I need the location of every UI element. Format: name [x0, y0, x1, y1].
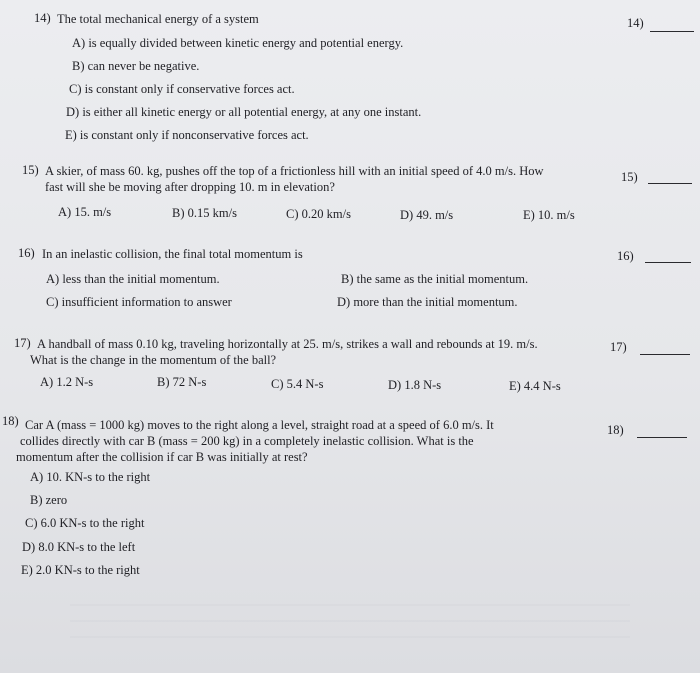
answer-blank[interactable]: [637, 437, 687, 438]
answer-label: 18): [607, 423, 624, 437]
answer-label: 16): [617, 249, 634, 263]
answer-blank[interactable]: [640, 354, 690, 355]
answer-label: 15): [621, 170, 638, 184]
choice-a: A) 10. KN-s to the right: [30, 470, 151, 484]
choice-c: C) insufficient information to answer: [46, 295, 232, 309]
question-stem-line: A handball of mass 0.10 kg, traveling horizontally at 25. m/s, strikes a wall and rebounds at 19. m/s.: [37, 337, 538, 351]
question-number: 14): [34, 11, 51, 25]
choice-c: C) 5.4 N-s: [271, 377, 324, 391]
question-stem-line: A skier, of mass 60. kg, pushes off the top of a frictionless hill with an initial speed of 4.0 m/s. How: [45, 164, 544, 178]
choice-d: D) more than the initial momentum.: [337, 295, 518, 309]
choice-b: B) can never be negative.: [72, 59, 200, 73]
question-stem-line: momentum after the collision if car B was initially at rest?: [16, 450, 308, 464]
question-stem-line: Car A (mass = 1000 kg) moves to the right along a level, straight road at a speed of 6.0 m/s. It: [25, 418, 494, 432]
question-number: 18): [2, 414, 19, 428]
question-number: 15): [22, 163, 39, 177]
question-stem-line: fast will she be moving after dropping 10. m in elevation?: [45, 180, 335, 194]
choice-d: D) 1.8 N-s: [388, 378, 442, 392]
answer-blank[interactable]: [650, 31, 694, 32]
bleed-through-texture: [70, 590, 630, 650]
choice-b: B) zero: [30, 493, 68, 507]
answer-blank[interactable]: [645, 262, 691, 263]
choice-e: E) 4.4 N-s: [509, 379, 561, 393]
question-stem-line: The total mechanical energy of a system: [57, 12, 259, 26]
choice-e: E) is constant only if nonconservative forces act.: [65, 128, 309, 142]
answer-label: 14): [627, 16, 644, 30]
choice-e: E) 2.0 KN-s to the right: [21, 563, 140, 577]
choice-d: D) is either all kinetic energy or all potential energy, at any one instant.: [66, 105, 422, 119]
question-stem-line: In an inelastic collision, the final total momentum is: [42, 247, 303, 261]
question-number: 17): [14, 336, 31, 350]
answer-label: 17): [610, 340, 627, 354]
question-stem-line: What is the change in the momentum of the ball?: [30, 353, 277, 367]
choice-c: C) is constant only if conservative forces act.: [69, 82, 295, 96]
choice-c: C) 6.0 KN-s to the right: [25, 516, 145, 530]
choice-a: A) 1.2 N-s: [40, 375, 94, 389]
choice-b: B) 0.15 km/s: [172, 206, 237, 220]
choice-b: B) the same as the initial momentum.: [341, 272, 529, 286]
question-stem-line: collides directly with car B (mass = 200 kg) in a completely inelastic collision. What is the: [20, 434, 474, 448]
choice-a: A) 15. m/s: [58, 205, 112, 219]
answer-blank[interactable]: [648, 183, 692, 184]
choice-e: E) 10. m/s: [523, 208, 575, 222]
choice-c: C) 0.20 km/s: [286, 207, 351, 221]
question-number: 16): [18, 246, 35, 260]
choice-a: A) less than the initial momentum.: [46, 272, 220, 286]
choice-d: D) 49. m/s: [400, 208, 454, 222]
choice-b: B) 72 N-s: [157, 375, 207, 389]
choice-d: D) 8.0 KN-s to the left: [22, 540, 136, 554]
choice-a: A) is equally divided between kinetic energy and potential energy.: [72, 36, 404, 50]
